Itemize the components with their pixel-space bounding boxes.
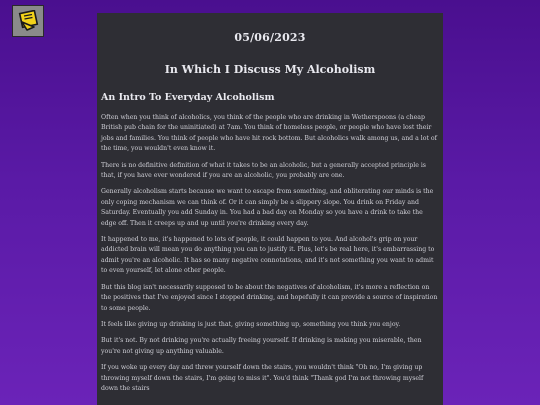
post-paragraph: It happened to me, it's happened to lots of people, it could happen to you. And alcohol's grip on your addicted brain will mean you do anything you can to justify it. Plus, let's be real here, it's embarrassing to admit you're an alcoholic. It has so many negative connotations, and it's not something you want to admit to even yourself, let alone other people. bbox=[101, 236, 435, 275]
post-paragraph: If you woke up every day and threw yourself down the stairs, you wouldn't think "Oh no, I'm giving up throwing myself down the stairs, I'm going to miss it". You'd think "Thank god I'm not throwing myself down the stairs bbox=[101, 364, 424, 392]
post-paragraph: But it's not. By not drinking you're actually freeing yourself. If drinking is making you miserable, then you're not giving up anything valuable. bbox=[101, 337, 422, 355]
section-heading: An Intro To Everyday Alcoholism bbox=[101, 92, 275, 103]
post-paragraph: Generally alcoholism starts because we want to escape from something, and obliterating our minds is the only coping mechanism we can think of. Or it can simply be a slippery slope. You drink on Friday and Saturday. Eventually you add Sunday in. You had a bad day on Monday so you have a drink to take the edge off. Then it creeps up and up until you're drinking every day. bbox=[101, 188, 434, 227]
post-paragraph: It feels like giving up drinking is just that, giving something up, something you think you enjoy. bbox=[101, 320, 401, 328]
post-paragraph: Often when you think of alcoholics, you think of the people who are drinking in Wetherspoons (a cheap British pub chain for the uninitiated) at 7am. You think of homeless people, or people who have lost their jobs and families. You think of people who have hit rock bottom. But alcoholics walk among us, and a lot of the time, you wouldn't even know it. bbox=[101, 114, 437, 153]
note-icon bbox=[17, 10, 39, 32]
post-paragraph: But this blog isn't necessarily supposed to be about the negatives of alcoholism, it's more a reflection on the positives that I've enjoyed since I stopped drinking, and hopefully it can provide a source of inspiration to some people. bbox=[101, 283, 438, 312]
blog-post-panel bbox=[97, 13, 443, 405]
home-note-icon[interactable] bbox=[12, 5, 44, 37]
post-title: In Which I Discuss My Alcoholism bbox=[164, 63, 376, 76]
post-paragraph: There is no definitive definition of what it takes to be an alcoholic, but a generally accepted principle is that, if you have ever wondered if you are an alcoholic, you probably are one. bbox=[101, 161, 426, 180]
post-date: 05/06/2023 bbox=[234, 31, 306, 44]
